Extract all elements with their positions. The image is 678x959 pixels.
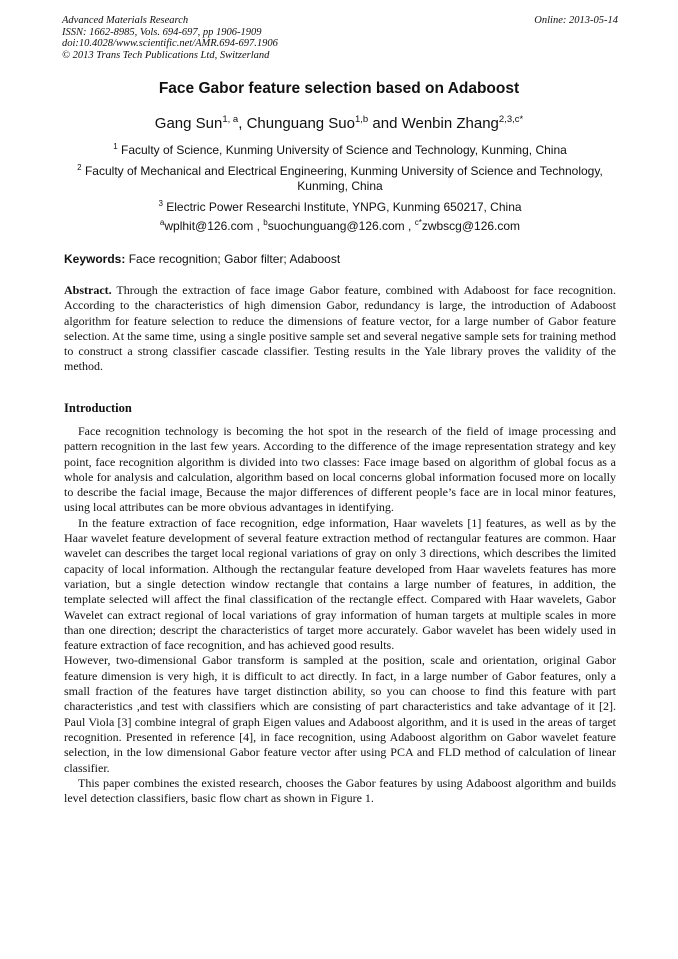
issn-line: ISSN: 1662-8985, Vols. 694-697, pp 1906-1909 <box>62 26 262 38</box>
email-separator: , <box>253 219 264 233</box>
email-link[interactable]: suochunguang@126.com <box>267 219 405 233</box>
affiliation-3 <box>62 196 618 215</box>
affiliation-1 <box>62 139 618 158</box>
keywords-label: Keywords: <box>64 252 126 266</box>
affiliation-mark: 2 <box>77 163 82 172</box>
author-list <box>0 114 678 132</box>
author-affiliation-mark: 1, a <box>222 114 239 125</box>
paper-title: Face Gabor feature selection based on Adaboost <box>158 80 520 97</box>
email-mark: a <box>159 218 165 227</box>
keywords <box>64 252 616 266</box>
copyright-line: © 2013 Trans Tech Publications Ltd, Switzerland <box>62 49 270 61</box>
affiliation-text: Faculty of Mechanical and Electrical Engineering, Kunming University of Science and Technology, Kunming, China <box>84 164 603 193</box>
abstract <box>64 283 616 375</box>
introduction-body <box>64 424 616 806</box>
email-separator: , <box>404 219 415 233</box>
author-affiliation-mark: 1,b <box>355 114 369 125</box>
affiliation-mark: 3 <box>158 199 163 208</box>
abstract-text: Through the extraction of face image Gabor feature, combined with Adaboost for face recognition. According to the characteristics of high dimension Gabor, redundancy is large, the introduction of Adaboost algorithm for feature selection to reduce the dimensions of feature vector, for a large number of Gabor feature selection. At the same time, using a single positive sample set and several negative sample sets for training method to construct a strong classifier cascade classifier. Testing results in the Yale library proves the validity of the method. <box>64 283 616 374</box>
affiliation-2 <box>62 160 618 194</box>
author-name: Chunguang Suo <box>246 115 355 132</box>
affiliation-text: Faculty of Science, Kunming University of Science and Technology, Kunming, China <box>121 143 567 157</box>
paragraph: However, two-dimensional Gabor transform is sampled at the position, scale and orientation, original Gabor feature dimension is very high, it is difficult to act directly. In fact, in a large number of Gabor features, only a small fraction of the features have target distinction ability, so you can choose to find this feature with part characteristics ,and test with classifiers which are consisting of part characteristics and take advantage of it [2]. Paul Viola [3] combine integral of graph Eigen values and Adaboost algorithm, and it is used in the areas of target recognition. Presented in reference [4], in face recognition, using Adaboost algorithm on Gabor wavelet feature selection, in the low dimensional Gabor feature vector after using PCA and FLD method of calculation of linear classifier. <box>64 653 616 775</box>
abstract-label: Abstract. <box>64 283 112 297</box>
email-mark: c* <box>414 218 422 227</box>
section-heading-introduction: Introduction <box>64 401 132 415</box>
email-mark: b <box>263 218 268 227</box>
journal-header <box>62 15 618 61</box>
author-separator: , <box>238 115 247 132</box>
paragraph: Face recognition technology is becoming the hot spot in the research of the field of image processing and pattern recognition in the last few years. According to the difference of the image representation strategy and key point, face recognition algorithm is divided into two classes: Face image based on algorithm of global focus as a whole for analysis and calculation, algorithm based on local concerns global information focused more on locally to describe the facial image, Because the major differences of different people’s face are in local minor features, using local attributes can be more obvious advantages in identifying. <box>64 424 616 515</box>
email-link[interactable]: wplhit@126.com <box>164 219 254 233</box>
affiliation-text: Electric Power Researchi Institute, YNPG, Kunming 650217, China <box>166 200 522 214</box>
affiliation-mark: 1 <box>113 142 118 151</box>
keywords-text: Face recognition; Gabor filter; Adaboost <box>125 252 341 266</box>
email-link[interactable]: zwbscg@126.com <box>421 219 521 233</box>
paragraph: This paper combines the existed research, chooses the Gabor features by using Adaboost algorithm and builds level detection classifiers, basic flow chart as shown in Figure 1. <box>64 775 616 806</box>
author-emails <box>62 218 618 233</box>
online-date: Online: 2013-05-14 <box>534 15 618 26</box>
author-separator: and <box>368 115 402 132</box>
journal-name: Advanced Materials Research <box>62 15 189 26</box>
author-name: Wenbin Zhang <box>401 115 499 132</box>
author-name: Gang Sun <box>154 115 223 132</box>
doi-line: doi:10.4028/www.scientific.net/AMR.694-697.1906 <box>62 38 278 49</box>
author-affiliation-mark: 2,3,c* <box>498 114 524 125</box>
paragraph: In the feature extraction of face recognition, edge information, Haar wavelets [1] features, as well as by the Haar wavelet feature development of several feature extraction method of rectangular features are common. Haar wavelet can describes the target local regional variations of gray on only 3 directions, which describes the limited capacity of local information. Although the rectangular feature developed from Haar wavelets features has more variation, but a single detection window rectangle that contains a large number of features, in addition, the template selected will affect the final classification of the rectangle effect. Compared with Haar wavelets, Gabor Wavelet can extract regional of local variations of gray information of human targets at multiple scales in more than one direction; descript the characteristics of target more accurately. Gabor wavelet has been widely used in feature extraction of face recognition, and has achieved good results. <box>64 515 616 653</box>
